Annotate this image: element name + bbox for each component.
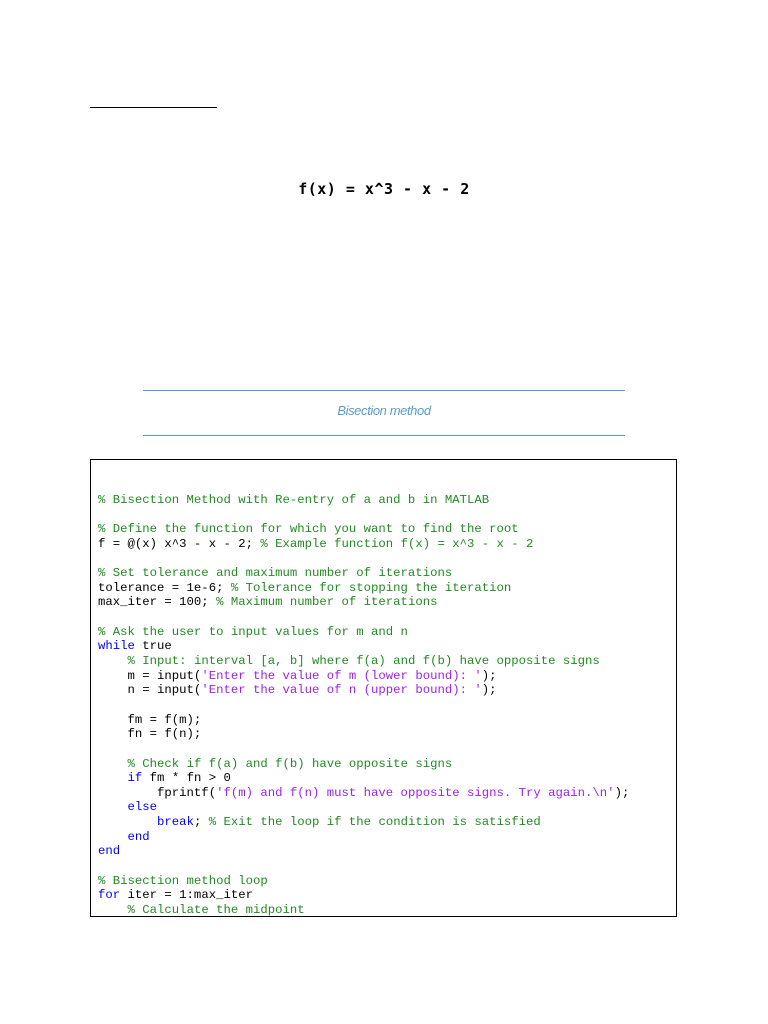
code-text: );: [614, 785, 630, 800]
code-string: 'f(m) and f(n) must have opposite signs. Try again.\n': [216, 785, 615, 800]
code-line: [98, 654, 629, 669]
code-text: );: [481, 668, 497, 683]
code-text: [98, 654, 128, 668]
code-line: [98, 625, 629, 640]
code-text: [98, 800, 128, 814]
code-line: [98, 537, 629, 552]
code-listing-box: [90, 459, 677, 917]
code-line: [98, 508, 629, 523]
code-line: [98, 888, 629, 903]
code-text: tolerance = 1e-6;: [98, 580, 231, 595]
code-line: [98, 727, 629, 742]
code-text: [98, 815, 157, 829]
code-text: fm * fn > 0: [142, 771, 231, 786]
figure-caption: Bisection method: [337, 403, 431, 418]
code-comment: % Example function f(x) = x^3 - x - 2: [260, 536, 534, 551]
code-line: [98, 566, 629, 581]
code-keyword: break: [157, 815, 194, 830]
code-text: max_iter = 100;: [98, 595, 217, 610]
code-line: [98, 786, 629, 801]
caption-top-rule: [143, 390, 625, 391]
code-line: [98, 493, 629, 508]
code-line: [98, 683, 629, 698]
code-keyword: if: [127, 771, 143, 786]
code-line: [98, 698, 629, 713]
code-text: );: [481, 683, 497, 698]
code-keyword: while: [98, 639, 135, 654]
code-keyword: end: [127, 829, 150, 844]
code-text: f = @(x) x^3 - x - 2;: [98, 536, 261, 551]
code-line: [98, 815, 629, 830]
code-comment: % Exit the loop if the condition is satisfied: [208, 815, 541, 830]
code-line: [98, 903, 629, 917]
code-comment: % Set tolerance and maximum number of iterations: [98, 566, 453, 581]
code-text: n = input(: [98, 683, 202, 698]
code-line: [98, 669, 629, 684]
code-text: m = input(: [98, 668, 202, 683]
code-comment: % Check if f(a) and f(b) have opposite signs: [127, 756, 453, 771]
code-comment: % Input: interval [a, b] where f(a) and f(b) have opposite signs: [127, 654, 600, 669]
code-comment: % Tolerance for stopping the iteration: [230, 580, 512, 595]
code-string: 'Enter the value of n (upper bound): ': [201, 683, 482, 698]
code-text: true: [134, 639, 172, 654]
code-line: [98, 844, 629, 859]
code-line: [98, 874, 629, 889]
code-line: [98, 610, 629, 625]
matlab-code: [98, 493, 629, 917]
code-line: [98, 757, 629, 772]
code-comment: % Maximum number of iterations: [216, 595, 438, 610]
code-text: fprintf(: [98, 785, 217, 800]
code-line: [98, 742, 629, 757]
code-text: [98, 903, 128, 917]
code-text: fm = f(m);: [98, 712, 202, 727]
code-line: [98, 830, 629, 845]
code-keyword: end: [98, 844, 121, 859]
code-comment: % Define the function for which you want to find the root: [98, 522, 519, 537]
code-text: fn = f(n);: [98, 727, 202, 742]
code-text: ;: [193, 815, 209, 830]
code-comment: % Bisection method loop: [98, 873, 268, 888]
code-comment: % Bisection Method with Re-entry of a and b in MATLAB: [98, 493, 490, 507]
code-line: [98, 581, 629, 596]
code-comment: % Calculate the midpoint: [127, 902, 305, 917]
code-text: [98, 830, 128, 844]
code-text: [98, 771, 128, 785]
code-line: [98, 522, 629, 537]
code-text: iter = 1:max_iter: [120, 888, 253, 903]
code-line: [98, 713, 629, 728]
code-line: [98, 800, 629, 815]
caption-bottom-rule: [143, 435, 625, 436]
code-comment: % Ask the user to input values for m and n: [98, 624, 408, 639]
code-line: [98, 552, 629, 567]
top-horizontal-rule: [90, 107, 217, 108]
code-string: 'Enter the value of m (lower bound): ': [201, 668, 482, 683]
code-keyword: for: [98, 888, 121, 903]
code-line: [98, 859, 629, 874]
code-line: [98, 771, 629, 786]
code-line: [98, 595, 629, 610]
code-text: [98, 757, 128, 771]
function-equation: f(x) = x^3 - x - 2: [298, 180, 470, 198]
code-line: [98, 639, 629, 654]
code-keyword: else: [127, 800, 158, 815]
